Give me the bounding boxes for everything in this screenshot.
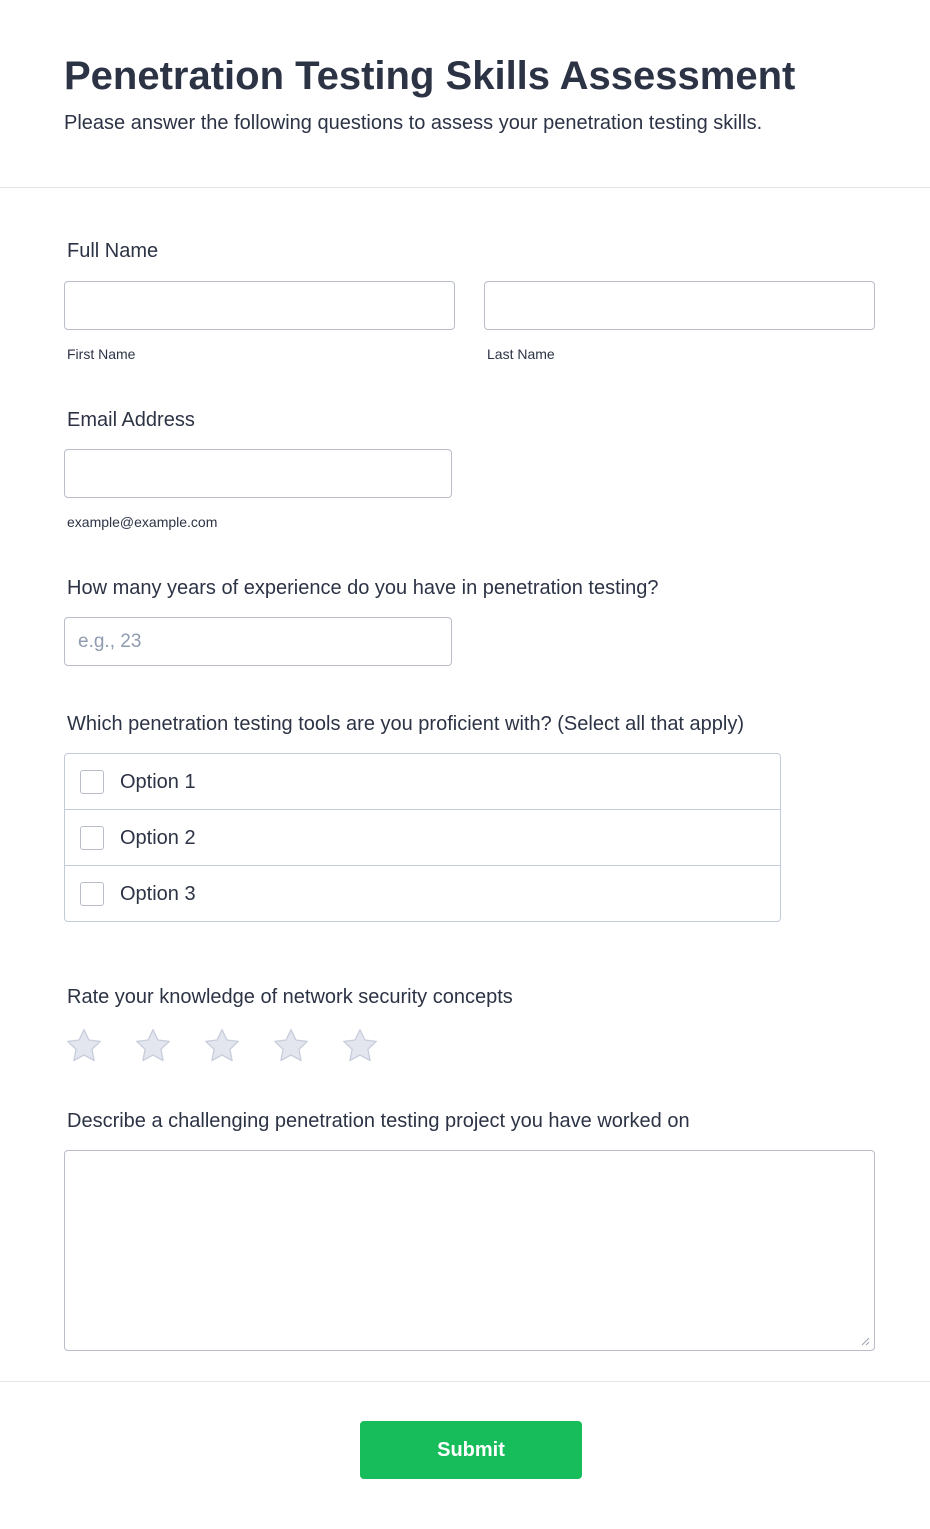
tool-option-1[interactable] — [65, 754, 780, 810]
form-header — [0, 0, 930, 188]
tools-label: Which penetration testing tools are you proficient with? (Select all that apply) — [67, 713, 745, 735]
star-icon[interactable] — [64, 1026, 104, 1066]
project-label: Describe a challenging penetration testing project you have worked on — [67, 1110, 690, 1132]
rating-label: Rate your knowledge of network security concepts — [67, 986, 513, 1008]
page-title: Penetration Testing Skills Assessment — [64, 54, 796, 98]
star-icon[interactable] — [202, 1026, 242, 1066]
tools-checkbox-group — [64, 753, 781, 922]
last-name-sublabel: Last Name — [487, 346, 555, 362]
experience-years-input[interactable] — [64, 617, 452, 666]
email-sublabel: example@example.com — [67, 514, 218, 530]
tool-option-2[interactable] — [65, 810, 780, 866]
star-icon[interactable] — [340, 1026, 380, 1066]
page-subtitle: Please answer the following questions to assess your penetration testing skills. — [64, 112, 763, 134]
star-icon[interactable] — [271, 1026, 311, 1066]
checkbox[interactable] — [80, 770, 104, 794]
last-name-input[interactable] — [484, 281, 875, 330]
checkbox[interactable] — [80, 882, 104, 906]
star-icon[interactable] — [133, 1026, 173, 1066]
email-field[interactable] — [64, 449, 452, 498]
resize-handle-icon[interactable] — [860, 1336, 870, 1346]
tool-option-3[interactable] — [65, 866, 780, 921]
checkbox[interactable] — [80, 826, 104, 850]
full-name-label: Full Name — [67, 240, 159, 262]
form-footer — [0, 1381, 930, 1529]
tool-option-label: Option 2 — [120, 827, 196, 849]
tool-option-label: Option 1 — [120, 771, 196, 793]
first-name-input[interactable] — [64, 281, 455, 330]
tool-option-label: Option 3 — [120, 883, 196, 905]
submit-button[interactable]: Submit — [360, 1421, 582, 1479]
first-name-sublabel: First Name — [67, 346, 136, 362]
experience-label: How many years of experience do you have in penetration testing? — [67, 577, 659, 599]
email-label: Email Address — [67, 409, 195, 431]
project-description-textarea[interactable] — [64, 1150, 875, 1351]
